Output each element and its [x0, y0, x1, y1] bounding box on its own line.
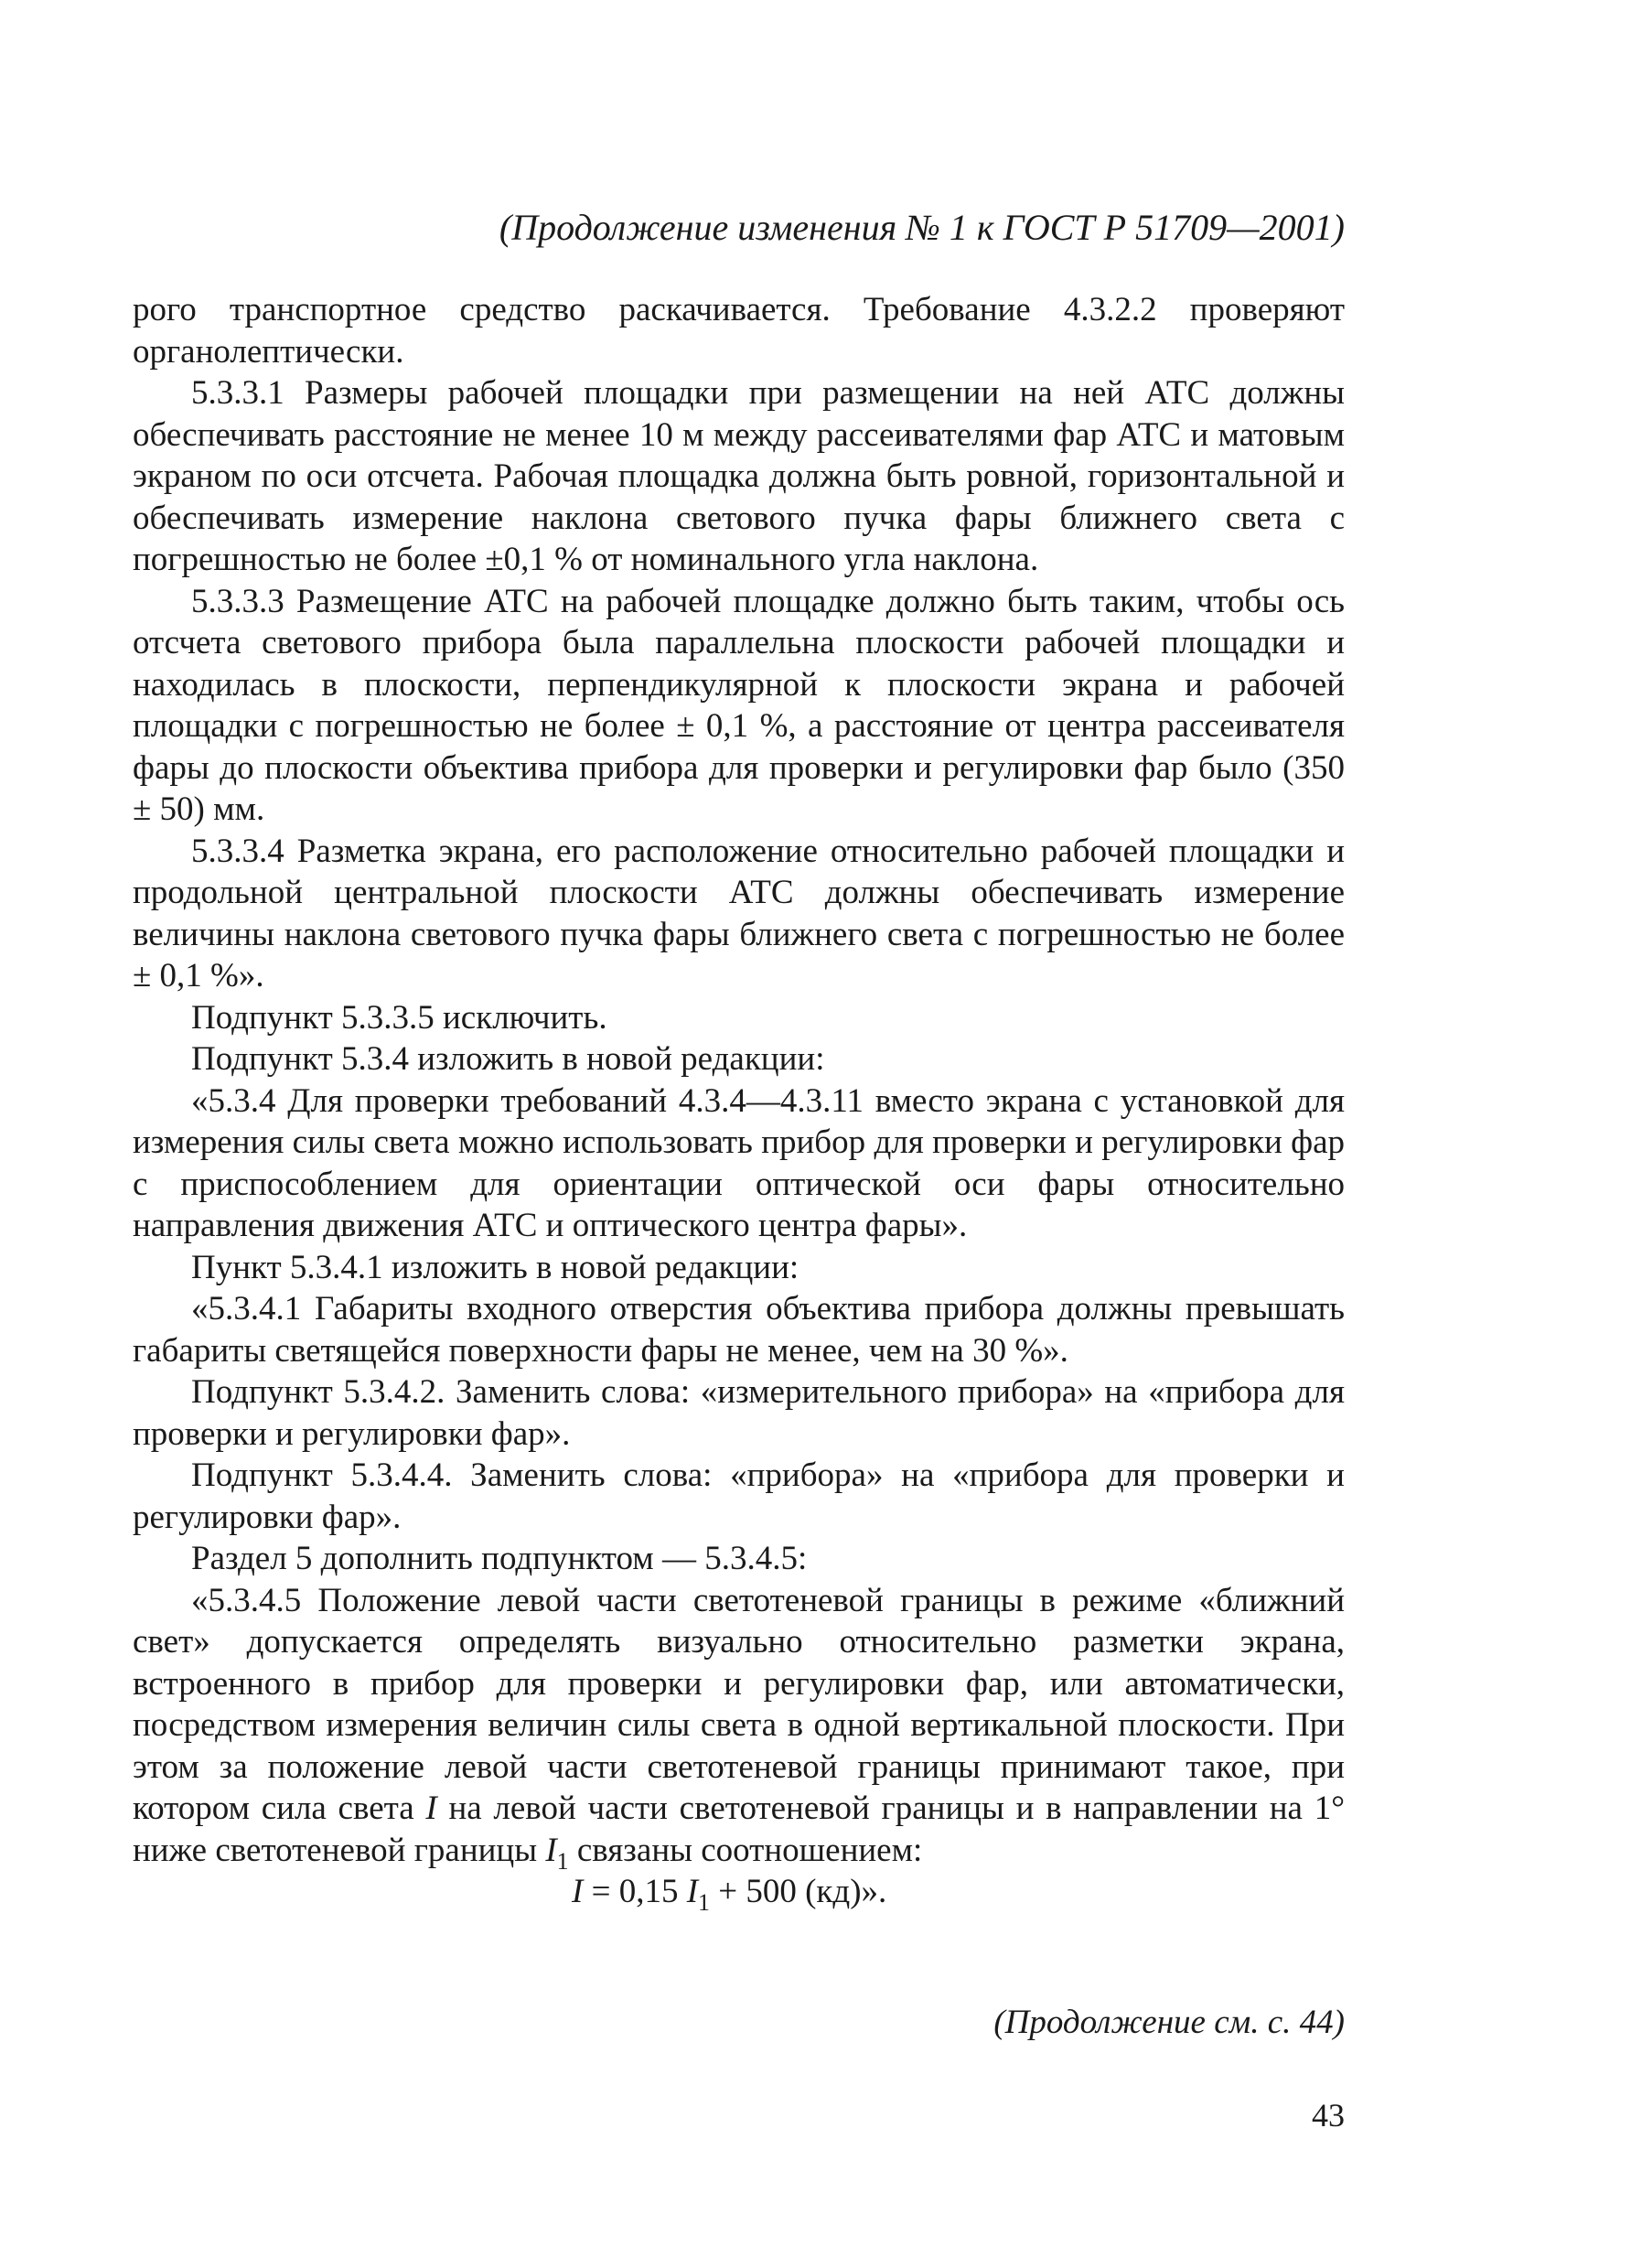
paragraph-5-3-4-1-intro: Пункт 5.3.4.1 изложить в новой редакции: — [191, 1248, 799, 1286]
continuation-note: (Продолжение см. с. 44) — [993, 2004, 1345, 2041]
paragraph-exclude-5-3-3-5: Подпункт 5.3.3.5 исключить. — [191, 998, 607, 1037]
paragraph-5-3-4-4: Подпункт 5.3.4.4. Заменить слова: «прибора» на «прибора для проверки и регулировки фар». — [133, 1456, 1345, 1536]
formula-middle: = 0,15 — [583, 1873, 687, 1910]
formula-variable: I — [686, 1873, 699, 1910]
paragraph-5-3-4-2: Подпункт 5.3.4.2. Заменить слова: «измерительного прибора» на «прибора для проверки и регулировки фар». — [133, 1373, 1345, 1453]
variable-i1-subscript: 1 — [556, 1847, 569, 1875]
paragraph-5-3-3-1: 5.3.3.1 Размеры рабочей площадки при размещении на ней АТС должны обеспечивать расстояние не менее 10 м между рассеивателями фар АТС и матовым экраном по оси отсчета. Рабочая площадка должна быть ровной, горизонтальной и обеспечивать измерение наклона светового пучка фары ближнего света с погрешностью не более ±0,1 % от номинального угла наклона. — [133, 374, 1345, 578]
formula-rhs: + 500 (кд)». — [709, 1873, 887, 1910]
paragraph-continuation: рого транспортное средство раскачивается. Требование 4.3.2.2 проверяют органолептически. — [133, 291, 1345, 371]
paragraph-5-3-4-intro: Подпункт 5.3.4 изложить в новой редакции: — [191, 1040, 825, 1078]
formula — [133, 1871, 1345, 1917]
body-text — [133, 289, 1345, 1917]
running-header: (Продолжение изменения № 1 к ГОСТ Р 51709—2001) — [499, 207, 1345, 248]
paragraph-5-3-3-4: 5.3.3.4 Разметка экрана, его расположение относительно рабочей площадки и продольной центральной плоскости АТС должны обеспечивать измерение величины наклона светового пучка фары ближнего света с погрешностью не более ± 0,1 %». — [133, 832, 1345, 994]
formula-subscript: 1 — [698, 1889, 710, 1917]
paragraph-5-3-4-5-text-1: «5.3.4.5 Положение левой части светотеневой границы в режиме «ближний свет» допускается определять визуально относительно разметки экрана, встроенного в прибор для проверки и регулировки фар, или автоматически, посредством измерения величин силы света в одной вертикальной плоскости. При этом за положение левой части светотеневой границы принимают такое, при котором сила света — [133, 1581, 1345, 1827]
paragraph-5-3-4-1: «5.3.4.1 Габариты входного отверстия объектива прибора должны превышать габариты светящейся поверхности фары не менее, чем на 30 %». — [133, 1290, 1345, 1370]
paragraph-5-3-4-5-text-3: связаны соотношением: — [568, 1831, 923, 1869]
page-number: 43 — [1312, 2097, 1345, 2134]
variable-i1: I — [545, 1831, 557, 1869]
paragraph-5-3-4-5-text-2: на левой части светотеневой границы и в направлении на 1° ниже светотеневой границы — [133, 1790, 1345, 1869]
paragraph-5-3-4: «5.3.4 Для проверки требований 4.3.4—4.3.11 вместо экрана с установкой для измерения силы света можно использовать прибор для проверки и регулировки фар с приспособлением для ориентации оптической оси фары относительно направления движения АТС и оптического центра фары». — [133, 1081, 1345, 1244]
paragraph-5-3-3-3: 5.3.3.3 Размещение АТС на рабочей площадке должно быть таким, чтобы ось отсчета светового прибора была параллельна плоскости рабочей площадки и находилась в плоскости, перпендикулярной к плоскости экрана и рабочей площадки с погрешностью не более ± 0,1 %, а расстояние от центра рассеивателя фары до плоскости объектива прибора для проверки и регулировки фар было (350 ± 50) мм. — [133, 582, 1345, 828]
paragraph-section-5-addition: Раздел 5 дополнить подпунктом — 5.3.4.5: — [191, 1540, 808, 1577]
formula-lhs: I — [572, 1873, 584, 1910]
variable-i: I — [425, 1790, 437, 1827]
paragraph-5-3-4-5 — [133, 1580, 1345, 1875]
